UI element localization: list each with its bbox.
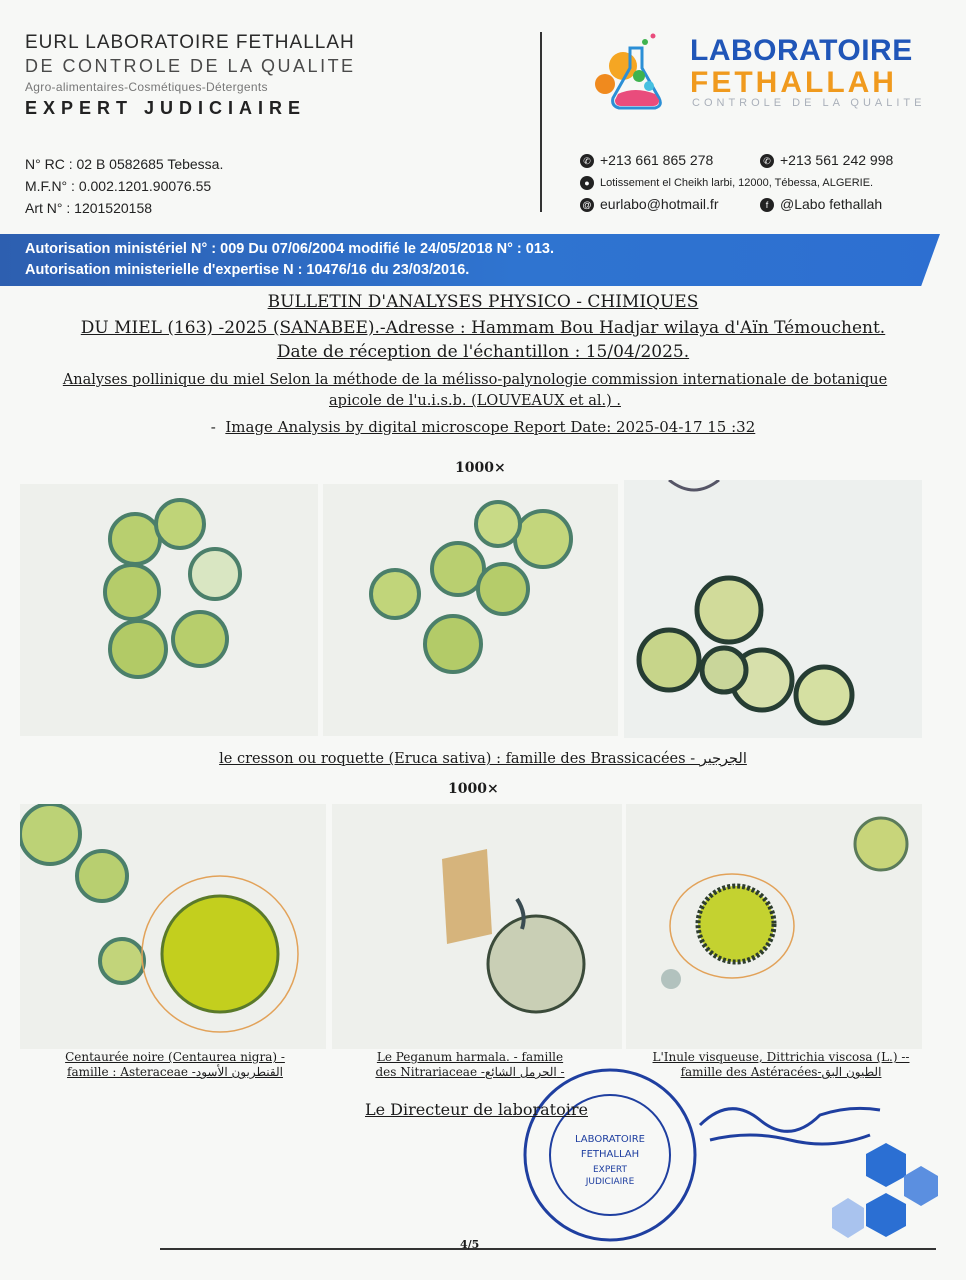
- svg-text:FETHALLAH: FETHALLAH: [580, 1149, 640, 1160]
- svg-text:LABORATOIRE: LABORATOIRE: [575, 1134, 645, 1145]
- phone-icon: ✆: [580, 154, 594, 168]
- facebook-icon: f: [760, 198, 774, 212]
- micrograph-1-image: [20, 484, 318, 736]
- svg-text:EXPERT: EXPERT: [592, 1165, 628, 1175]
- director-label: Le Directeur de laboratoire: [365, 1100, 588, 1119]
- page-number: 4/5: [460, 1238, 480, 1251]
- micrograph-6-image: [626, 804, 922, 1049]
- company-subtitle: DE CONTROLE DE LA QUALITE: [25, 56, 356, 76]
- rc-number: N° RC : 02 B 0582685 Tebessa.: [25, 156, 224, 172]
- micrograph-5-image: [332, 804, 622, 1049]
- micrograph-5: [332, 804, 622, 1049]
- caption-dittrichia-line-1: L'Inule visqueuse, Dittrichia viscosa (L.) --: [652, 1050, 910, 1064]
- company-sectors: Agro-alimentaires-Cosmétiques-Détergents: [25, 80, 268, 94]
- logo-title-2: FETHALLAH: [690, 66, 897, 99]
- micrograph-3-image: [624, 480, 922, 738]
- location-icon: ●: [580, 176, 594, 190]
- facebook-text: @Labo fethallah: [780, 196, 883, 212]
- phone-2-text: +213 561 242 998: [780, 152, 894, 168]
- mfn-number: M.F.N° : 0.002.1201.90076.55: [25, 178, 212, 194]
- address-text: Lotissement el Cheikh larbi, 12000, Tébessa, ALGERIE.: [600, 176, 874, 189]
- footer-divider: [160, 1248, 936, 1250]
- logo-subtitle: CONTROLE DE LA QUALITE: [692, 97, 926, 109]
- caption-centaurea-line-1: Centaurée noire (Centaurea nigra) -: [65, 1050, 285, 1064]
- flask-logo-icon: [585, 28, 685, 118]
- micrograph-1: [20, 484, 318, 736]
- reception-date: Date de réception de l'échantillon : 15/04/2025.: [276, 342, 690, 362]
- method-line-2: apicole de l'u.i.s.b. (LOUVEAUX et al.) .: [329, 393, 621, 409]
- hexagon-decoration-icon: [826, 1138, 946, 1248]
- report-subject: DU MIEL (163) -2025 (SANABEE).-Adresse : Hammam Bou Hadjar wilaya d'Aïn Témouchent.: [80, 318, 886, 338]
- caption-peganum-line-2: des Nitrariaceae -الحرمل الشائع -: [375, 1065, 565, 1079]
- company-expert: EXPERT JUDICIAIRE: [25, 98, 307, 118]
- email-text: eurlabo@hotmail.fr: [600, 196, 719, 212]
- caption-centaurea-nigra: [40, 1050, 310, 1080]
- image-analysis-text: Image Analysis by digital microscope Report Date: 2025-04-17 15 :32: [225, 418, 756, 436]
- caption-centaurea-line-2: famille : Asteraceae -القنطريون الأسود: [67, 1065, 283, 1079]
- micrograph-2-image: [323, 484, 618, 736]
- header-divider: [540, 32, 542, 212]
- authorization-line-1: Autorisation ministériel N° : 009 Du 07/06/2004 modifié le 24/05/2018 N° : 013.: [25, 241, 554, 257]
- facebook: [760, 196, 882, 212]
- phone-1-text: +213 661 865 278: [600, 152, 714, 168]
- micrograph-4-image: [20, 804, 326, 1049]
- logo-title: LABORATOIRE: [690, 34, 913, 67]
- magnification-1: 1000×: [455, 460, 506, 476]
- method-line-1: Analyses pollinique du miel Selon la méthode de la mélisso-palynologie commission internationale de botanique: [62, 372, 888, 388]
- phone-2: [760, 152, 893, 168]
- address: [580, 176, 873, 190]
- image-analysis-dash: -: [210, 418, 216, 436]
- micrograph-6: [626, 804, 922, 1049]
- phone-1: [580, 152, 713, 168]
- svg-text:JUDICIAIRE: JUDICIAIRE: [585, 1177, 635, 1187]
- micrograph-2: [323, 484, 618, 736]
- email: [580, 196, 719, 212]
- image-analysis: [0, 418, 966, 436]
- laboratory-stamp: [510, 1060, 710, 1250]
- analysis-method: [10, 370, 940, 412]
- micrograph-4: [20, 804, 326, 1049]
- art-number: Art N° : 1201520158: [25, 200, 153, 216]
- whatsapp-icon: ✆: [760, 154, 774, 168]
- caption-peganum-line-1: Le Peganum harmala. - famille: [376, 1050, 564, 1064]
- magnification-2: 1000×: [448, 781, 499, 797]
- authorization-line-2: Autorisation ministerielle d'expertise N : 10476/16 du 23/03/2016.: [25, 262, 470, 278]
- report-title: BULLETIN D'ANALYSES PHYSICO - CHIMIQUES: [267, 292, 699, 312]
- email-icon: @: [580, 198, 594, 212]
- company-name: EURL LABORATOIRE FETHALLAH: [25, 32, 355, 53]
- micrograph-3: [624, 480, 922, 738]
- caption-eruca-sativa: le cresson ou roquette (Eruca sativa) : famille des Brassicacées - الجرجير: [219, 751, 747, 767]
- caption-dittrichia-line-2: famille des Astéracées-الطيون البق: [680, 1065, 882, 1079]
